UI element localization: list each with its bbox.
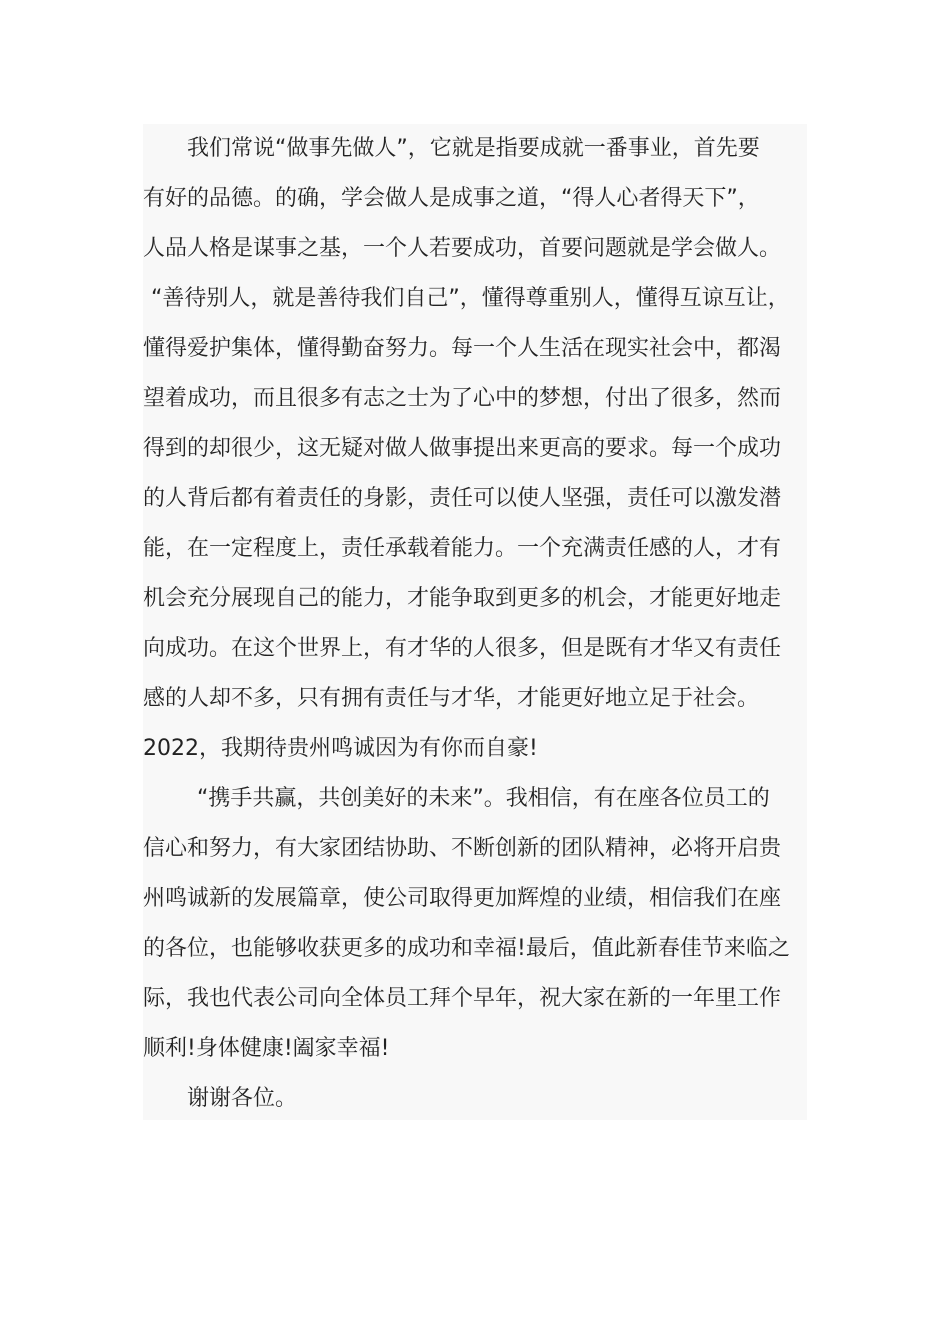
- text-line-11: 向成功。在这个世界上，有才华的人很多，但是既有才华又有责任: [143, 636, 782, 661]
- text-line-16: 州鸣诚新的发展篇章，使公司取得更加辉煌的业绩，相信我们在座: [143, 886, 782, 911]
- text-line-20: 谢谢各位。: [187, 1086, 298, 1111]
- text-line-9: 能，在一定程度上，责任承载着能力。一个充满责任感的人，才有: [143, 536, 782, 561]
- text-line-18: 际，我也代表公司向全体员工拜个早年，祝大家在新的一年里工作: [143, 986, 782, 1011]
- text-line-1: 我们常说“做事先做人”，它就是指要成就一番事业，首先要: [187, 136, 760, 161]
- text-line-8: 的人背后都有着责任的身影，责任可以使人坚强，责任可以激发潜: [143, 486, 782, 511]
- text-line-2: 有好的品德。的确，学会做人是成事之道，“得人心者得天下”，: [143, 186, 760, 211]
- text-line-12: 感的人却不多，只有拥有责任与才华，才能更好地立足于社会。: [143, 686, 760, 711]
- text-line-17: 的各位，也能够收获更多的成功和幸福!最后，值此新春佳节来临之: [143, 936, 790, 961]
- text-line-13: 2022，我期待贵州鸣诚因为有你而自豪!: [143, 736, 538, 761]
- text-line-19: 顺利!身体健康!阖家幸福!: [143, 1036, 390, 1061]
- text-line-4: “善待别人，就是善待我们自己”，懂得尊重别人，懂得互谅互让，: [151, 286, 790, 311]
- text-line-15: 信心和努力，有大家团结协助、不断创新的团队精神，必将开启贵: [143, 836, 782, 861]
- text-line-3: 人品人格是谋事之基，一个人若要成功，首要问题就是学会做人。: [143, 236, 782, 261]
- text-line-10: 机会充分展现自己的能力，才能争取到更多的机会，才能更好地走: [143, 586, 782, 611]
- document-text-block: [143, 124, 807, 1120]
- text-line-5: 懂得爱护集体，懂得勤奋努力。每一个人生活在现实社会中，都渴: [143, 336, 782, 361]
- text-line-14: “携手共赢，共创美好的未来”。我相信，有在座各位员工的: [197, 786, 770, 811]
- text-line-7: 得到的却很少，这无疑对做人做事提出来更高的要求。每一个成功: [143, 436, 782, 461]
- text-line-6: 望着成功，而且很多有志之士为了心中的梦想，付出了很多，然而: [143, 386, 782, 411]
